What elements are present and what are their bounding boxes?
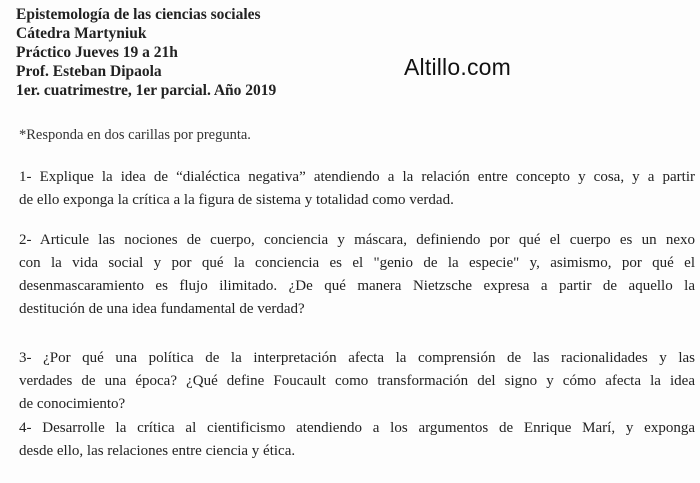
question-2-line: desenmascaramiento es flujo ilimitado. ¿De qué manera Nietzsche expresa a partir de aquello la [19, 278, 695, 294]
question-3 [19, 347, 695, 416]
exam-header [16, 5, 276, 100]
course-title: Epistemología de las ciencias sociales [16, 6, 261, 23]
term-info: 1er. cuatrimestre, 1er parcial. Año 2019 [16, 82, 277, 99]
question-2 [19, 229, 695, 321]
watermark-text: Altillo.com [404, 54, 512, 80]
question-3-line: de conocimiento? [19, 396, 126, 412]
instruction-text: *Responda en dos carillas por pregunta. [19, 127, 251, 143]
question-3-line: verdades de una época? ¿Qué define Foucault como transformación del signo y cómo afecta la idea [19, 373, 695, 389]
question-2-line: 2- Articule las nociones de cuerpo, conciencia y máscara, definiendo por qué el cuerpo es un nexo [19, 232, 695, 248]
question-4-line: desde ello, las relaciones entre ciencia y ética. [19, 443, 296, 459]
professor-name: Prof. Esteban Dipaola [16, 63, 162, 80]
question-1 [19, 166, 695, 212]
practice-schedule: Práctico Jueves 19 a 21h [16, 44, 178, 61]
question-1-line: 1- Explique la idea de “dialéctica negativa” atendiendo a la relación entre concepto y cosa, y a partir [19, 169, 695, 185]
question-1-line: de ello exponga la crítica a la figura de sistema y totalidad como verdad. [19, 192, 454, 208]
chair-name: Cátedra Martyniuk [16, 25, 147, 42]
question-2-line: destitución de una idea fundamental de verdad? [19, 301, 305, 317]
question-4-line: 4- Desarrolle la crítica al cientificismo atendiendo a los argumentos de Enrique Marí, y exponga [19, 420, 695, 436]
question-3-line: 3- ¿Por qué una política de la interpretación afecta la comprensión de las racionalidades y las [19, 350, 695, 366]
question-4 [19, 417, 695, 463]
question-2-line: con la vida social y por qué la conciencia es el "genio de la especie" y, asimismo, por qué el [19, 255, 695, 271]
